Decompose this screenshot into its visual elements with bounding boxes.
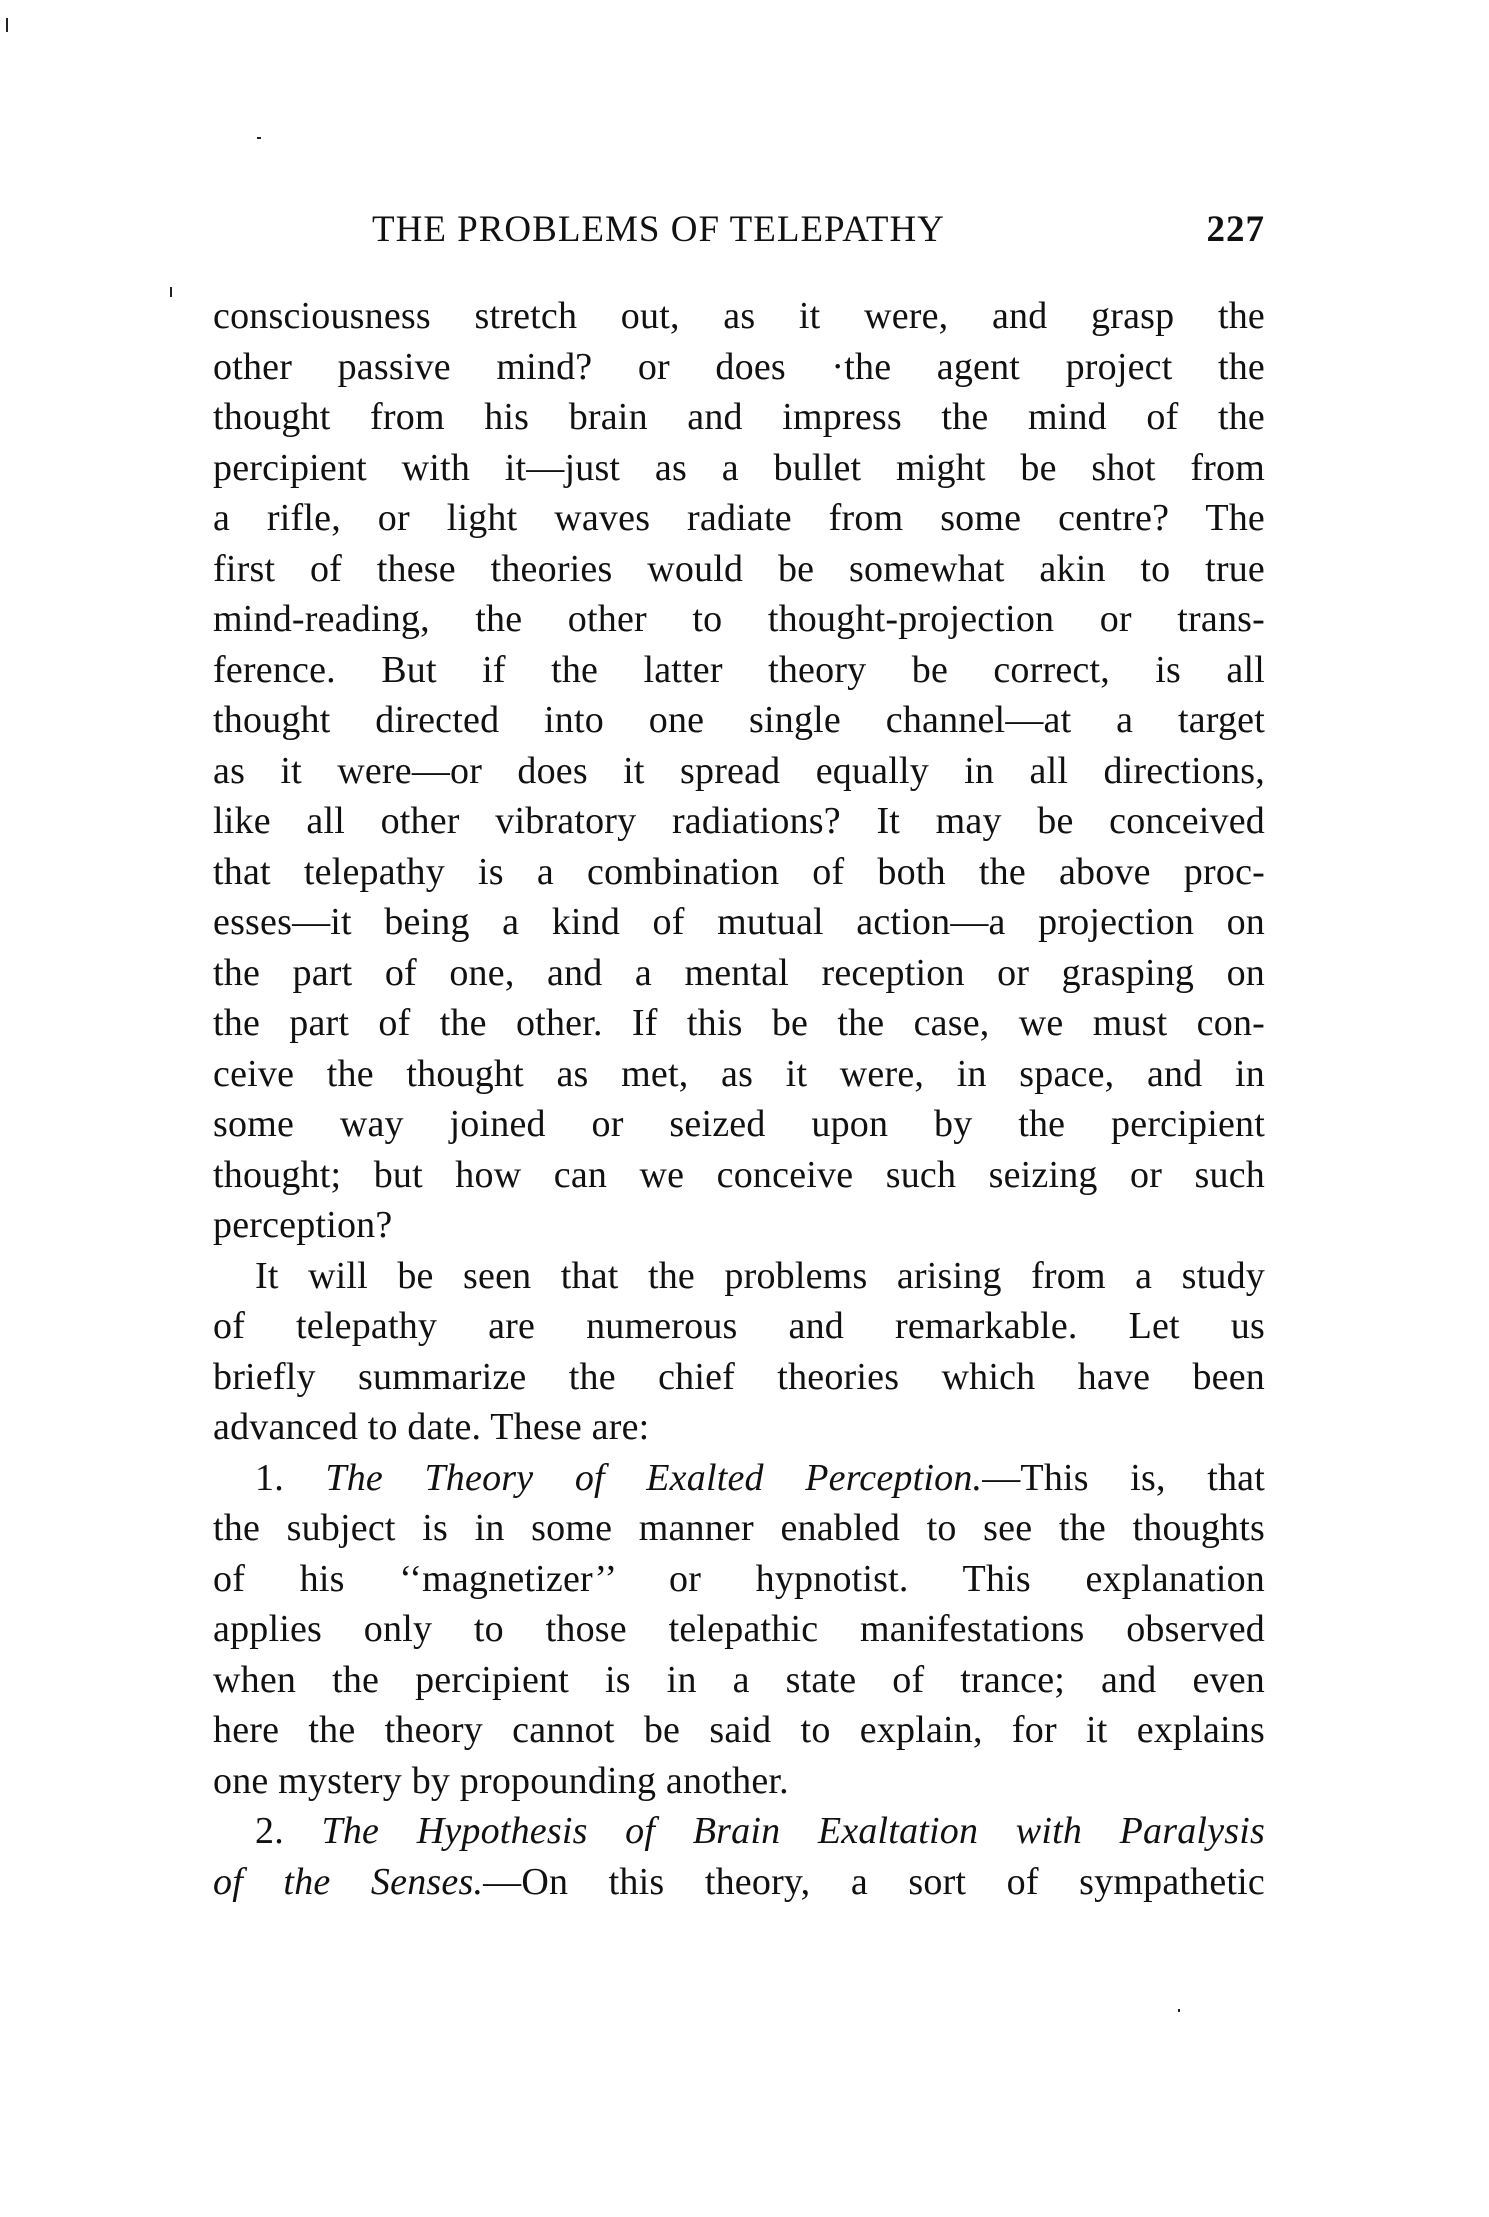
running-title: THE PROBLEMS OF TELEPATHY [372, 209, 945, 250]
text-segment: the part of the other. If this be the case, we must con- [213, 1002, 1265, 1044]
text-segment: —This is, that [982, 1456, 1265, 1499]
text-line [213, 948, 1265, 999]
text-line [213, 1251, 1265, 1302]
text-segment: first of these theories would be somewhat akin to true [213, 547, 1265, 590]
text-segment: briefly summarize the chief theories which have been [213, 1355, 1265, 1398]
text-line [213, 1099, 1265, 1150]
text-segment: It will be seen that the problems arising from a study [255, 1254, 1265, 1297]
text-line [213, 291, 1265, 342]
text-segment: of telepathy are numerous and remarkable. Let us [213, 1305, 1265, 1347]
text-segment: percipient with it—just as a bullet might be shot from [213, 446, 1265, 489]
text-segment: one mystery by propounding another. [213, 1759, 789, 1802]
text-segment: 1. [255, 1456, 326, 1499]
text-line [213, 645, 1265, 696]
text-line [213, 1049, 1265, 1100]
text-segment: like all other vibratory radiations? It may be conceived [213, 800, 1265, 842]
text-line [213, 1756, 1265, 1807]
text-line [213, 1705, 1265, 1756]
text-segment: other passive mind? or does ·the agent project the [213, 345, 1265, 388]
text-segment: the part of one, and a mental reception or grasping on [213, 951, 1265, 994]
text-segment: when the percipient is in a state of trance; and even [213, 1658, 1265, 1701]
text-segment: that telepathy is a combination of both the above proc- [213, 850, 1265, 893]
running-header [372, 200, 1265, 260]
text-segment: 2. [255, 1810, 322, 1852]
text-line [213, 443, 1265, 494]
scan-speck [1178, 2009, 1180, 2012]
text-line [213, 1604, 1265, 1655]
text-line [213, 1806, 1265, 1857]
text-line [213, 1301, 1265, 1352]
text-line [213, 1554, 1265, 1605]
text-line [213, 1857, 1265, 1908]
text-line [213, 493, 1265, 544]
text-line [213, 695, 1265, 746]
text-line [213, 897, 1265, 948]
scan-speck [257, 137, 261, 139]
text-line [213, 342, 1265, 393]
text-line [213, 1352, 1265, 1403]
text-segment: thought from his brain and impress the mind of the [213, 396, 1265, 438]
text-line [213, 594, 1265, 645]
text-segment: some way joined or seized upon by the percipient [213, 1103, 1265, 1145]
text-segment: here the theory cannot be said to explain, for it explains [213, 1709, 1265, 1751]
text-segment: perception? [213, 1204, 393, 1246]
text-segment: mind-reading, the other to thought-projection or trans- [213, 598, 1265, 640]
text-segment: of his ‘‘magnetizer’’ or hypnotist. This explanation [213, 1557, 1265, 1600]
text-line [213, 1200, 1265, 1251]
text-line [213, 746, 1265, 797]
italic-heading-text: The Theory of Exalted Perception. [325, 1456, 983, 1499]
text-segment: a rifle, or light waves radiate from some centre? The [213, 497, 1265, 539]
text-segment: as it were—or does it spread equally in all directions, [213, 749, 1265, 792]
text-line [213, 1453, 1265, 1504]
text-line [213, 796, 1265, 847]
italic-heading-text: of the Senses. [213, 1860, 484, 1903]
scan-speck [170, 287, 172, 297]
text-segment: advanced to date. These are: [213, 1406, 650, 1448]
text-segment: consciousness stretch out, as it were, and grasp the [213, 295, 1265, 337]
text-line [213, 847, 1265, 898]
text-segment: thought; but how can we conceive such seizing or such [213, 1153, 1265, 1196]
text-line [213, 1150, 1265, 1201]
text-segment: ference. But if the latter theory be correct, is all [213, 648, 1265, 691]
text-line [213, 1402, 1265, 1453]
text-segment: ceive the thought as met, as it were, in space, and in [213, 1052, 1265, 1095]
text-line [213, 1503, 1265, 1554]
text-segment: esses—it being a kind of mutual action—a projection on [213, 901, 1265, 943]
text-segment: the subject is in some manner enabled to see the thoughts [213, 1507, 1265, 1549]
text-line [213, 544, 1265, 595]
text-segment: applies only to those telepathic manifestations observed [213, 1608, 1265, 1650]
text-line [213, 998, 1265, 1049]
scan-speck [6, 18, 8, 32]
page-number: 227 [1206, 209, 1265, 250]
body-text [213, 291, 1265, 1907]
italic-heading-text: The Hypothesis of Brain Exaltation with Paralysis [321, 1810, 1265, 1852]
text-segment: thought directed into one single channel—at a target [213, 699, 1265, 741]
text-line [213, 392, 1265, 443]
text-segment: —On this theory, a sort of sympathetic [483, 1860, 1266, 1903]
text-line [213, 1655, 1265, 1706]
